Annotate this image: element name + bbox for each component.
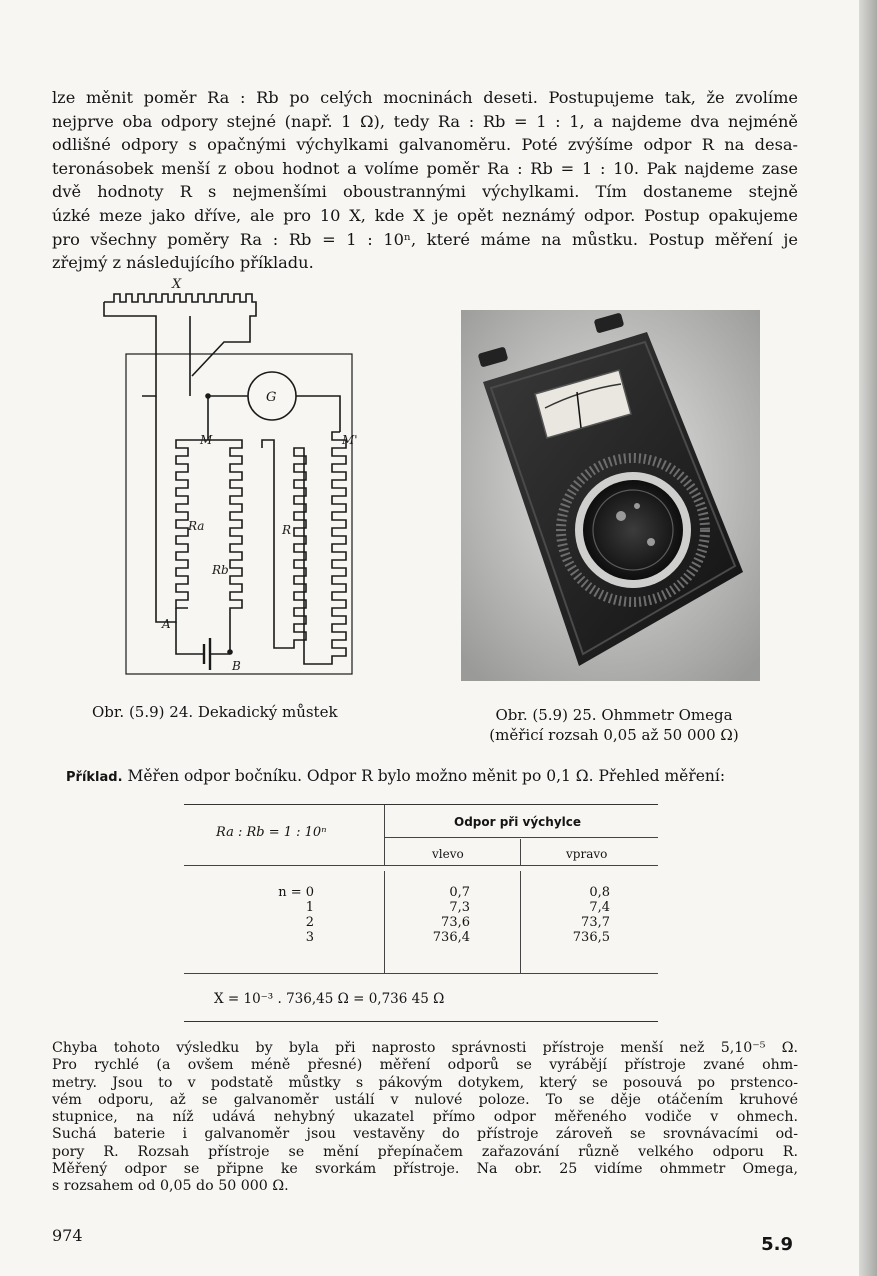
right-value: 73,7 [581,915,610,930]
intro-paragraph [52,86,798,275]
table-divider [520,839,521,865]
intro-line: pro všechny poměry Ra : Rb = 1 : 10ⁿ, které máme na můstku. Postup měření je [52,229,798,249]
col-right-header: vpravo [566,847,608,861]
right-column [554,885,610,945]
intro-line: nejprve oba odpory stejné (např. 1 Ω), tedy Ra : Rb = 1 : 1, a najdeme dva nejméně [52,111,798,131]
frame [126,354,352,674]
figure-25-caption-line: (měřicí rozsah 0,05 až 50 000 Ω) [489,726,739,744]
right-value: 736,5 [572,930,610,945]
node-b [228,650,232,654]
body-paragraph [52,1040,798,1196]
label-x: X [172,277,182,292]
table-result: X = 10⁻³ . 736,45 Ω = 0,736 45 Ω [214,991,445,1007]
wire-g-right [296,396,340,432]
intro-line: teronásobek menší z obou hodnot a volíme poměr Ra : Rb = 1 : 10. Pak najdeme zase [52,158,798,178]
intro-line: odlišné odpory s opačnými výchylkami galvanoměru. Poté zvýšíme odpor R na desa- [52,135,798,155]
figure-24-caption: Obr. (5.9) 24. Dekadický můstek [92,703,338,721]
wire-a [156,396,176,622]
label-m-prime: M' [342,433,358,447]
n-value: n = 0 [278,885,314,900]
dial-mark [647,538,655,546]
label-rb: Rb [212,563,229,577]
resistor-r [304,432,346,664]
battery [204,638,210,670]
figure-25-caption [470,705,758,745]
n-column [244,885,314,945]
wire-x-left [104,302,156,396]
label-r: R [282,523,292,537]
body-line: metry. Jsou to v podstatě můstky s pákovým dotykem, který se posouvá po prstenco- [52,1074,798,1091]
body-line: pory R. Rozsah přístroje se mění přepínačem zařazování různě velkého odporu R. [52,1143,798,1160]
table-rule [184,973,658,974]
page-number: 974 [52,1226,83,1245]
resistor-x [104,294,256,308]
table-rule [384,837,658,838]
left-value: 73,6 [441,915,470,930]
right-value: 0,8 [589,885,610,900]
body-line: Suchá baterie i galvanoměr jsou vestavěny do přístroje zároveň se srovnávacími od- [52,1126,798,1143]
col-left-header: vlevo [432,847,464,861]
dial-mark [616,511,626,521]
body-line: Měřený odpor se připne ke svorkám přístroje. Na obr. 25 vidíme ohmmetr Omega, [52,1161,798,1178]
left-value: 7,3 [449,900,470,915]
ratio-header: Ra : Rb = 1 : 10ⁿ [216,825,327,840]
left-value: 0,7 [449,885,470,900]
left-value: 736,4 [432,930,470,945]
intro-line: zřejmý z následujícího příkladu. [52,253,314,273]
body-line: stupnice, na níž udává nehybný ukazatel přímo odpor měřeného vodiče v ohmech. [52,1109,798,1126]
label-m: M [200,433,213,447]
table-divider [384,805,385,865]
measurement-table [184,804,658,1022]
ohmmeter-photo [461,310,760,681]
dial-knob [583,480,683,580]
intro-line: lze měnit poměr Ra : Rb po celých mocninách deseti. Postupujeme tak, že zvolíme [52,88,798,107]
table-rule [184,865,658,866]
dial-mark [634,503,640,509]
table-divider [384,871,385,973]
intro-line: úzké meze jako dříve, ale pro 10 X, kde X je opět neznámý odpor. Postup opakujeme [52,205,798,225]
intro-line: dvě hodnoty R s nejmenšími oboustrannými výchylkami. Tím dostaneme stejně [52,182,798,202]
right-value: 7,4 [589,900,610,915]
n-value: 1 [305,900,314,915]
resistor-rb [228,440,242,652]
label-b: B [232,659,241,673]
body-line: vém odporu, až se galvanoměr ustálí v nulové poloze. To se děje otáčením kruhové [52,1091,798,1108]
body-line: s rozsahem od 0,05 do 50 000 Ω. [52,1178,289,1195]
example-text: Měřen odpor bočníku. Odpor R bylo možno měnit po 0,1 Ω. Přehled měření: [122,767,726,785]
table-divider [520,871,521,973]
label-a: A [162,617,171,631]
figure-25-caption-line: Obr. (5.9) 25. Ohmmetr Omega [495,706,733,724]
group-header: Odpor při výchylce [454,815,582,829]
wire-battery-left [176,622,204,654]
node-g [206,394,210,398]
decade-bridge-diagram [96,272,386,682]
left-column [414,885,470,945]
label-ra: Ra [188,519,205,533]
n-value: 3 [305,930,314,945]
example-line [66,767,725,785]
label-g: G [266,390,277,405]
n-value: 2 [305,915,314,930]
wire-x-right [192,308,256,376]
page-edge-shadow [859,0,877,1276]
body-line: Chyba tohoto výsledku by byla při naprosto správnosti přístroje menší než 5,10⁻⁵ Ω. [52,1040,798,1056]
section-number: 5.9 [761,1234,793,1255]
body-line: Pro rychlé (a ovšem méně přesné) měření odporů se vyrábějí přístroje zvané ohm- [52,1057,798,1074]
resistor-r2 [262,440,306,652]
example-label: Příklad. [66,770,123,785]
